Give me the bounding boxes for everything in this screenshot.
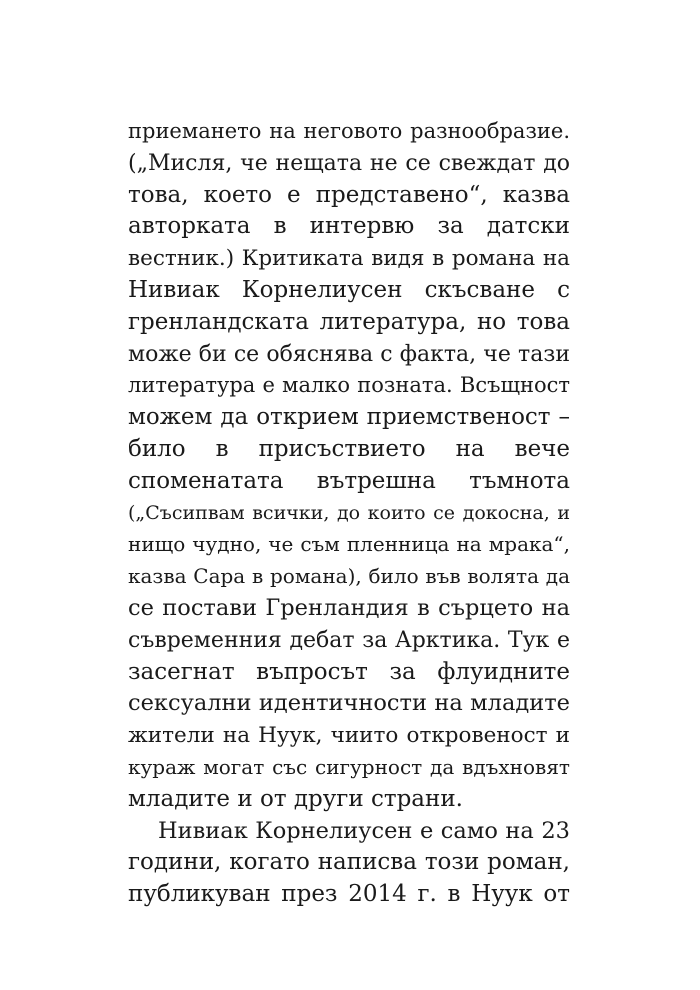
body-text [128, 116, 570, 911]
text-line: кураж могат със сигурност да вдъхновят [128, 754, 570, 779]
text-line: вестник.) Критиката видя в романа на [128, 246, 570, 272]
paragraph-last-line: младите и от други страни. [128, 785, 463, 812]
text-line: („Мисля, че нещата не се свеждат до [128, 150, 570, 176]
text-line: години, когато написва този роман, [128, 849, 570, 876]
paragraph-first-line: Нивиак Корнелиусен е само на 23 [158, 817, 570, 844]
text-line: казва Сара в романа), било във волята да [128, 564, 570, 589]
text-line: сексуални идентичности на младите [128, 690, 570, 717]
text-line: авторката в интервю за датски [128, 213, 570, 240]
text-line: можем да открием приемственост – [128, 404, 570, 431]
text-line: засегнат въпросът за флуидните [128, 658, 570, 685]
text-line: нищо чудно, че съм пленница на мрака“, [128, 532, 570, 557]
text-line: жители на Нуук, чиито откровеност и [128, 723, 570, 749]
text-line: („Съсипвам всички, до които се докосна, и [128, 501, 570, 524]
text-line: може би се обяснява с факта, че тази [128, 341, 570, 367]
text-line: било в присъствието на вече [128, 435, 570, 462]
text-line: публикуван през 2014 г. в Нуук от [128, 881, 570, 908]
text-line: приемането на неговото разнообразие. [128, 119, 570, 143]
text-line: съвременния дебат за Арктика. Тук е [128, 627, 570, 653]
text-line: се постави Гренландия в сърцето на [128, 594, 570, 621]
text-line: Нивиак Корнелиусен скъсване с [128, 276, 570, 303]
text-line: литература е малко позната. Всъщност [128, 373, 570, 398]
text-line: това, което е представено“, казва [128, 181, 570, 208]
text-line: гренландската литература, но това [128, 308, 570, 335]
text-line: споменатата вътрешна тъмнота [128, 467, 570, 494]
